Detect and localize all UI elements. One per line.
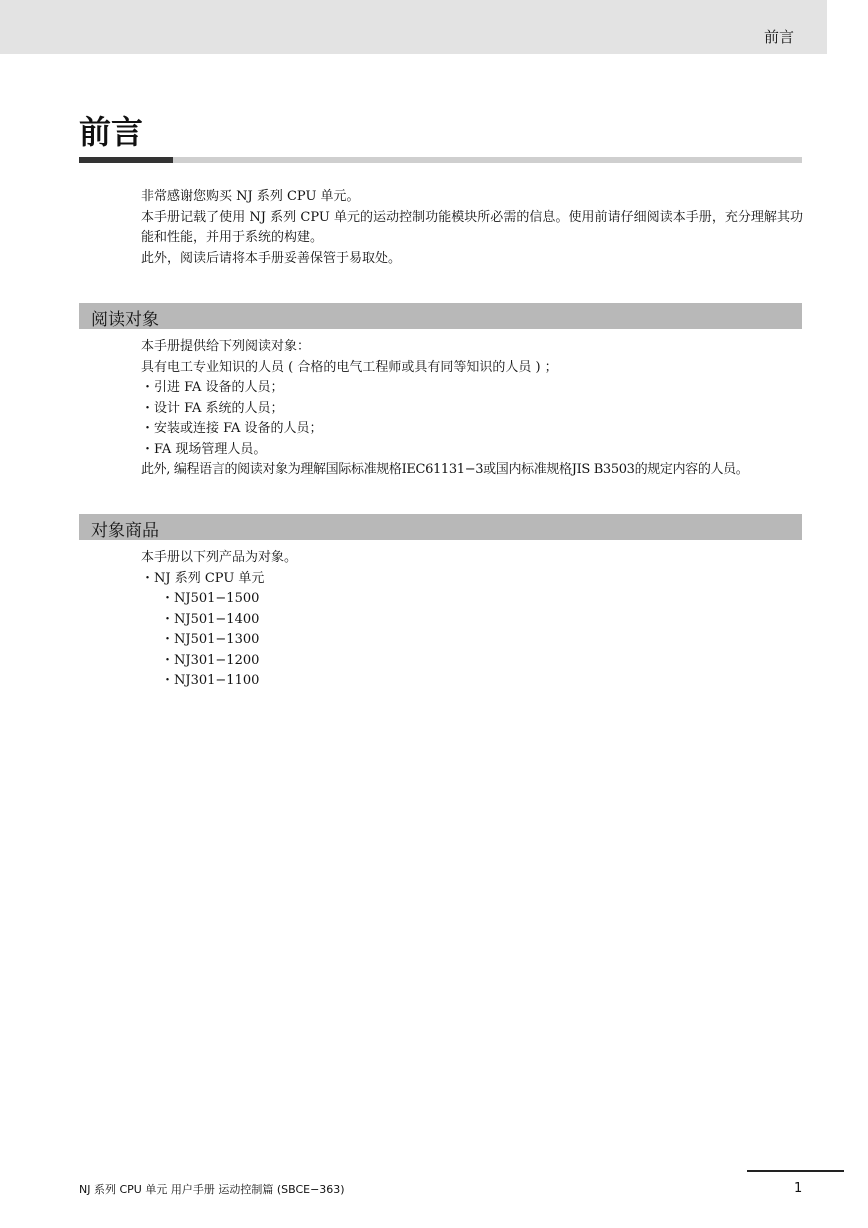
intro-line: 此外，阅读后请将本手册妥善保管于易取处。 [141,250,402,266]
intro-paragraph [141,187,803,269]
page-header [0,0,827,54]
footer-manual-title: NJ 系列 CPU 单元 用户手册 运动控制篇 (SBCE−363) [79,1183,345,1196]
page-number: 1 [794,1181,803,1196]
section-title-readers: 阅读对象 [91,310,159,330]
product-model: ・NJ301−1100 [161,673,260,688]
products-list-item: ・NJ 系列 CPU 单元 [141,570,265,586]
product-model: ・NJ501−1500 [161,591,260,606]
readers-line: 此外, 编程语言的阅读对象为理解国际标准规格IEC61131−3或国内标准规格JIS B3503的规定内容的人员。 [141,462,749,477]
product-model: ・NJ301−1200 [161,652,260,668]
products-line: 本手册以下列产品为对象。 [141,550,298,565]
product-model: ・NJ501−1300 [161,632,260,647]
readers-line: 本手册提供给下列阅读对象： [141,339,311,354]
section-title-products: 对象商品 [91,521,159,541]
products-content [141,548,803,692]
readers-list-item: ・安装或连接 FA 设备的人员； [141,421,323,436]
product-model: ・NJ501−1400 [161,611,260,627]
section-header-products [79,514,802,540]
title-underline [79,157,802,163]
footer-rule [747,1170,844,1172]
readers-list-item: ・FA 现场管理人员。 [141,441,267,457]
header-title: 前言 [763,28,794,46]
readers-content [141,337,803,481]
intro-line: 非常感谢您购买 NJ 系列 CPU 单元。 [141,189,360,204]
readers-list-item: ・设计 FA 系统的人员； [141,400,284,416]
intro-line: 本手册记载了使用 NJ 系列 CPU 单元的运动控制功能模块所必需的信息。使用前请仔细阅读本手册，充分理解其功能和性能，并用于系统的构建。 [141,209,803,245]
title-underline-accent [79,157,173,163]
readers-list-item: ・引进 FA 设备的人员； [141,380,284,395]
page-title: 前言 [79,113,144,151]
section-header-readers [79,303,802,329]
readers-line: 具有电工专业知识的人员 ( 合格的电气工程师或具有同等知识的人员 ) ； [141,359,558,375]
